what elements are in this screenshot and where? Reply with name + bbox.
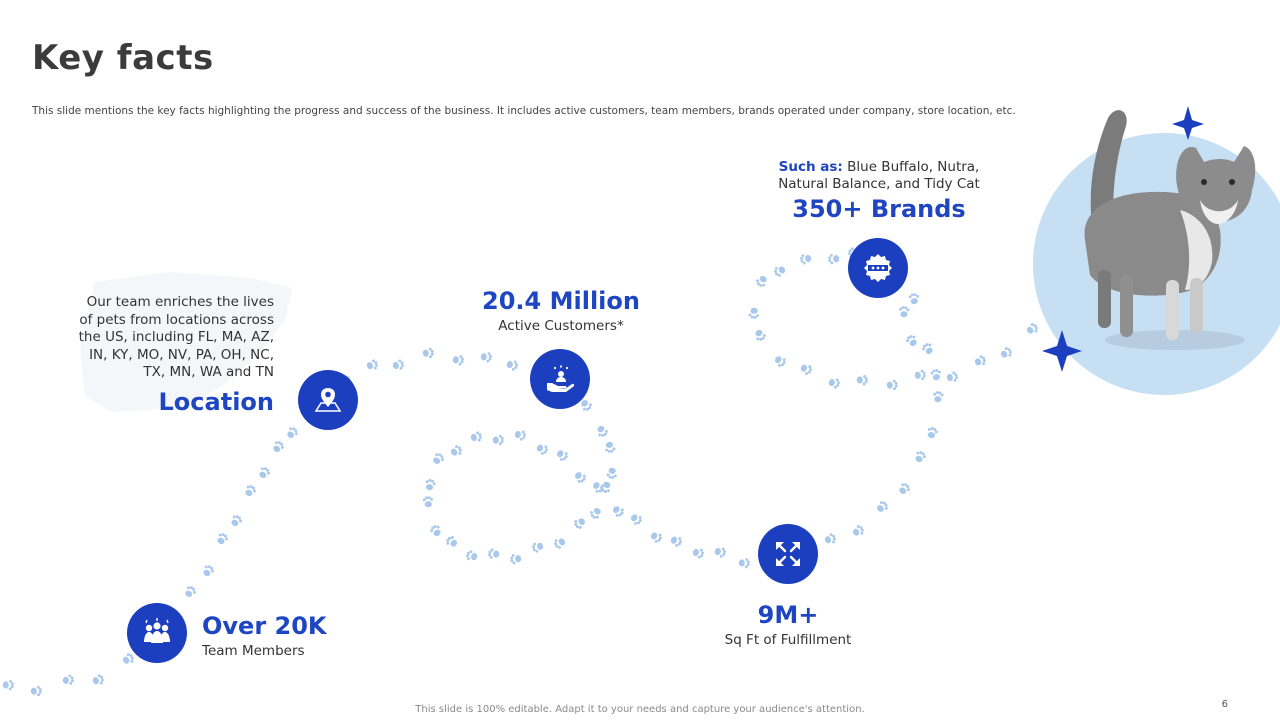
paw-print-icon bbox=[669, 534, 683, 548]
paw-print-icon bbox=[926, 426, 939, 440]
paw-print-icon bbox=[914, 369, 926, 381]
brands-examples-line2: Natural Balance, and Tidy Cat bbox=[778, 176, 980, 192]
paw-print-icon bbox=[606, 467, 617, 479]
paw-print-icon bbox=[429, 523, 444, 538]
paw-print-icon bbox=[754, 274, 769, 289]
paw-print-icon bbox=[465, 549, 478, 562]
paw-print-icon bbox=[452, 355, 464, 366]
paw-print-icon bbox=[629, 512, 644, 527]
paw-print-icon bbox=[444, 534, 459, 549]
paw-print-icon bbox=[649, 530, 664, 544]
paw-print-icon bbox=[772, 264, 787, 278]
paw-print-icon bbox=[531, 540, 545, 554]
team-members-value: Over 20K bbox=[202, 612, 327, 640]
paw-print-icon bbox=[509, 553, 522, 565]
paw-print-icon bbox=[930, 368, 942, 381]
paw-print-icon bbox=[611, 504, 626, 519]
paw-print-icon bbox=[1025, 322, 1040, 337]
paw-print-icon bbox=[886, 379, 898, 390]
page-subtitle: This slide mentions the key facts highlighting the progress and success of the business. It includes active customers, team members, brands operated under company, store location, etc. bbox=[32, 105, 1016, 117]
paw-print-icon bbox=[506, 359, 519, 371]
paw-print-icon bbox=[183, 584, 198, 599]
paw-print-icon bbox=[897, 481, 912, 496]
paw-print-icon bbox=[215, 531, 229, 546]
customers-value: 20.4 Million bbox=[482, 287, 640, 315]
location-title: Location bbox=[158, 388, 274, 416]
map-pin-icon bbox=[311, 383, 345, 417]
paw-print-icon bbox=[552, 536, 567, 551]
paw-print-icon bbox=[422, 347, 434, 358]
paw-print-icon bbox=[257, 465, 272, 480]
page-title: Key facts bbox=[32, 38, 214, 78]
paw-print-icon bbox=[588, 506, 603, 521]
award-badge-icon bbox=[861, 251, 895, 285]
paw-print-icon bbox=[3, 680, 14, 690]
paw-print-icon bbox=[271, 439, 286, 454]
customers-badge bbox=[530, 349, 590, 409]
paw-print-icon bbox=[201, 563, 216, 578]
paw-print-icon bbox=[799, 253, 812, 266]
paw-print-icon bbox=[933, 391, 944, 403]
paw-print-icon bbox=[392, 359, 405, 371]
paw-print-icon bbox=[999, 346, 1014, 361]
paw-print-icon bbox=[851, 524, 866, 539]
brands-value: 350+ Brands bbox=[792, 195, 966, 223]
paw-print-icon bbox=[514, 429, 527, 441]
team-members-label: Team Members bbox=[202, 643, 305, 659]
location-badge bbox=[298, 370, 358, 430]
paw-print-icon bbox=[748, 308, 759, 319]
paw-print-icon bbox=[595, 424, 610, 439]
paw-print-icon bbox=[599, 480, 613, 494]
paw-print-icon bbox=[243, 483, 258, 498]
fulfillment-badge bbox=[758, 524, 818, 584]
paw-print-icon bbox=[604, 441, 617, 454]
paw-print-icon bbox=[449, 444, 464, 459]
paw-print-icon bbox=[913, 450, 927, 465]
team-people-icon bbox=[140, 616, 174, 650]
paw-print-icon bbox=[823, 532, 837, 546]
brands-badge bbox=[848, 238, 908, 298]
location-description: Our team enriches the lives of pets from locations across the US, including FL, MA, AZ, IN, KY, MO, NV, PA, OH, NC, TX, MN, WA and TN bbox=[78, 294, 274, 380]
team-members-badge bbox=[127, 603, 187, 663]
paw-print-icon bbox=[828, 253, 840, 265]
paw-print-icon bbox=[905, 333, 920, 348]
paw-print-icon bbox=[30, 685, 42, 696]
paw-print-icon bbox=[422, 496, 434, 508]
paw-print-icon bbox=[828, 377, 841, 389]
customer-hand-icon bbox=[543, 362, 577, 396]
paw-print-icon bbox=[875, 499, 890, 514]
brands-examples-line1: Such as: Blue Buffalo, Nutra, bbox=[778, 159, 980, 175]
fulfillment-label: Sq Ft of Fulfillment bbox=[724, 632, 852, 648]
paw-print-icon bbox=[535, 442, 549, 456]
page-number: 6 bbox=[1221, 699, 1228, 710]
paw-print-icon bbox=[493, 435, 505, 446]
paw-print-icon bbox=[692, 547, 705, 560]
fulfillment-value: 9M+ bbox=[757, 601, 819, 629]
paw-print-icon bbox=[285, 425, 300, 440]
paw-print-icon bbox=[921, 341, 936, 356]
paw-print-icon bbox=[591, 480, 606, 495]
paw-print-icon bbox=[121, 652, 136, 667]
paw-print-icon bbox=[973, 354, 987, 368]
paw-print-icon bbox=[424, 478, 437, 491]
paw-print-icon bbox=[555, 448, 570, 463]
expand-arrows-icon bbox=[771, 537, 805, 571]
paw-print-icon bbox=[799, 362, 813, 376]
paw-print-icon bbox=[573, 470, 588, 485]
paw-print-icon bbox=[366, 358, 380, 371]
paw-print-icon bbox=[431, 451, 446, 466]
paw-print-icon bbox=[229, 513, 244, 528]
paw-print-icon bbox=[899, 306, 910, 318]
paw-print-icon bbox=[91, 673, 105, 686]
paw-print-icon bbox=[488, 548, 500, 559]
paw-print-icon bbox=[946, 371, 959, 384]
paw-print-icon bbox=[753, 328, 767, 343]
paw-print-icon bbox=[773, 354, 788, 369]
paw-print-icon bbox=[572, 516, 587, 531]
paw-print-icon bbox=[714, 546, 727, 559]
paw-print-icon bbox=[857, 375, 868, 386]
paw-print-icon bbox=[908, 293, 920, 305]
paw-print-icon bbox=[62, 674, 75, 686]
customers-label: Active Customers* bbox=[498, 318, 624, 334]
footer-note: This slide is 100% editable. Adapt it to your needs and capture your audience's attention. bbox=[415, 704, 865, 715]
paw-print-icon bbox=[739, 558, 750, 569]
paw-print-icon bbox=[480, 351, 492, 362]
paw-print-icon bbox=[470, 431, 483, 444]
